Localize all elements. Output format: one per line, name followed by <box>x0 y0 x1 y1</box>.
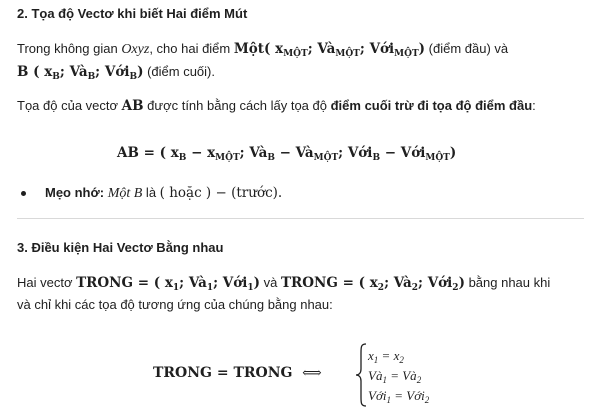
equation-row-3: Với$_1$ = Với$_2$ <box>368 388 430 405</box>
math-vector-1: TRONG = ( $x_1$; $Và_1$; Với$_1$) <box>76 275 261 293</box>
math-point-b: B ( $x_B$; $Và_B$; Với$_B$) <box>17 64 144 82</box>
section-divider <box>17 218 584 219</box>
equation-system <box>368 346 429 406</box>
text: Trong không gian <box>17 41 122 56</box>
equation-row-1: $x_1 = x_2$ <box>368 348 404 365</box>
section-2-paragraph-2: Tọa độ của vectơ AB được tính bằng cách lấy tọa độ điểm cuối trừ đi tọa độ điểm đầu: <box>17 98 536 114</box>
text: (điểm đầu) và <box>425 41 509 56</box>
formula-ab: AB = ( $x_B - x_{MỘT}$; $Và_B$ − $Và_{MỘT}$; Với$_B$ − Với$_{MỘT}$) <box>117 145 457 163</box>
math-oxyz: Oxyz <box>121 42 150 57</box>
bold-emphasis: điểm cuối trừ đi tọa độ điểm đầu <box>330 98 533 113</box>
equation-row-2: $Và_1$ = $Và_2$ <box>368 368 422 385</box>
text: (điểm cuối). <box>143 64 215 79</box>
formula-equality-lhs: TRONG = TRONG ⟺ <box>153 365 322 381</box>
section-3-paragraph: Hai vectơ TRONG = ( $x_1$; $Và_1$; Với$_1$) và TRONG = ( $x_2$; $Và_2$; Với$_2$) bằng nhau khi và chỉ khi các tọa độ tương ứng của chúng bằng nhau: <box>17 275 551 312</box>
tip-item: Mẹo nhớ: Một B là ( hoặc ) − (trước). <box>45 185 283 201</box>
left-brace <box>354 343 368 407</box>
bullet-dot <box>21 191 26 196</box>
section-2-heading: 2. Tọa độ Vectơ khi biết Hai điểm Mút <box>17 6 248 21</box>
math-hoac: ( hoặc ) − (trước). <box>159 185 283 201</box>
section-3-heading: 3. Điều kiện Hai Vectơ Bằng nhau <box>17 240 224 255</box>
math-vector-2: TRONG = ( $x_2$; $Và_2$; Với$_2$) <box>281 275 465 293</box>
tip-label: Mẹo nhớ: <box>45 185 105 200</box>
math-mot-b: Một B <box>107 186 143 201</box>
math-ab: AB <box>121 98 144 114</box>
section-2-paragraph-1 <box>17 38 508 83</box>
text: , cho hai điểm <box>149 41 234 56</box>
iff-symbol: ⟺ <box>302 365 322 381</box>
math-point-mot: Một( $x_{MỘT}$; $Và_{MỘT}$; Với$_{MỘT}$) <box>233 41 426 59</box>
